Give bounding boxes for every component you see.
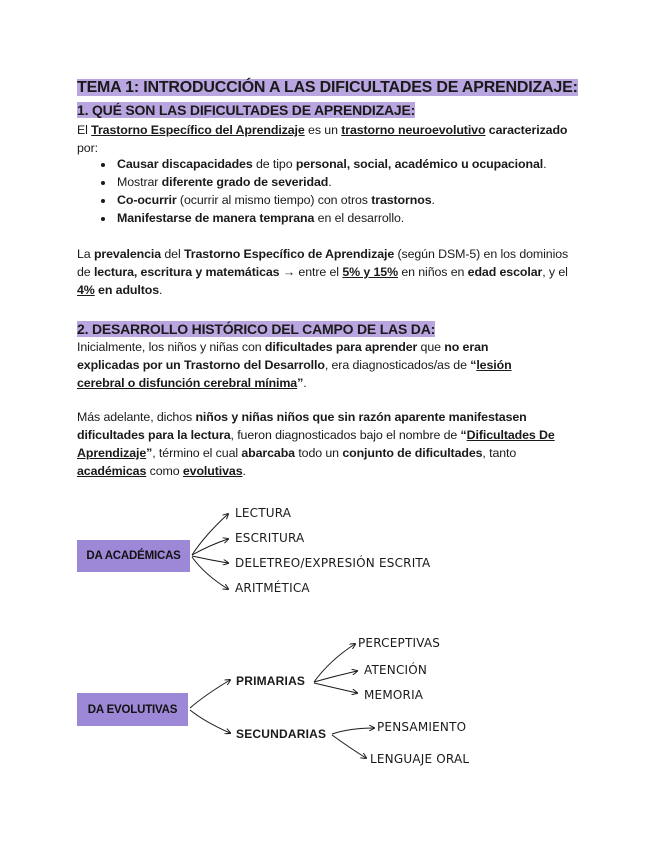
list-item: • Co-ocurrir (ocurrir al mismo tiempo) con otros trastornos. — [115, 191, 546, 209]
list-item: • Mostrar diferente grado de severidad. — [115, 173, 546, 191]
history-paragraph-1: Inicialmente, los niños y niñas con dificultades para aprender que no eran explicadas por un Trastorno del Desarrollo, era diagnosticados/as de “lesión cerebral o disfunción cerebral mínima”. — [77, 340, 512, 390]
section1-heading: 1. QUÉ SON LAS DIFICULTADES DE APRENDIZAJE: — [77, 102, 416, 118]
section2-heading: 2. DESARROLLO HISTÓRICO DEL CAMPO DE LAS DA: — [77, 321, 436, 337]
arrow-memoria — [314, 683, 357, 693]
section1-intro: El Trastorno Específico del Aprendizaje es un trastorno neuroevolutivo caracterizado por: — [77, 123, 568, 155]
arrow-primarias — [190, 680, 230, 708]
arrow-pensamiento — [332, 728, 374, 734]
diagram1-item: ESCRITURA — [235, 531, 305, 545]
arrow-escritura — [192, 539, 228, 555]
section1-bullets — [97, 155, 546, 227]
secondary-item: LENGUAJE ORAL — [370, 752, 470, 766]
da-academicas-box: DA ACADÉMICAS — [77, 540, 190, 572]
history-paragraph-2: Más adelante, dichos niños y niñas niños que sin razón aparente manifestasen dificultades para la lectura, fueron diagnosticados bajo el nombre de “Dificultades De Aprendizaje”, término el cual abarcaba todo un conjunto de dificultades, tanto académicas como evolutivas. — [77, 410, 555, 478]
list-item: • Causar discapacidades de tipo personal, social, académico u ocupacional. — [115, 155, 546, 173]
primary-item: MEMORIA — [364, 688, 424, 702]
secondary-item: PENSAMIENTO — [377, 720, 467, 734]
prevalence-paragraph: La prevalencia del Trastorno Específico de Aprendizaje (según DSM-5) en los dominios de lectura, escritura y matemáticas → entre el 5% y 15% en niños en edad escolar, y el 4% en adultos. — [77, 247, 569, 297]
primary-item: PERCEPTIVAS — [358, 636, 441, 650]
da-evolutivas-box: DA EVOLUTIVAS — [77, 693, 188, 726]
primarias-label: PRIMARIAS — [236, 674, 306, 688]
secundarias-label: SECUNDARIAS — [236, 727, 327, 741]
arrow-perceptivas — [314, 644, 355, 682]
diagram1-item: DELETREO/EXPRESIÓN ESCRITA — [235, 556, 431, 570]
primary-item: ATENCIÓN — [364, 663, 428, 677]
diagram1-item: LECTURA — [235, 506, 292, 520]
arrow-atencion — [314, 671, 357, 682]
list-item: • Manifestarse de manera temprana en el desarrollo. — [115, 209, 546, 227]
arrow-aritmetica — [192, 557, 228, 589]
arrow-secundarias — [190, 710, 230, 733]
arrow-deletreo — [192, 556, 228, 563]
arrow-lectura — [192, 514, 228, 555]
diagram1-item: ARITMÉTICA — [235, 581, 310, 595]
arrow-lenguaje — [332, 735, 366, 758]
page-title: TEMA 1: INTRODUCCIÓN A LAS DIFICULTADES DE APRENDIZAJE: — [77, 79, 578, 96]
